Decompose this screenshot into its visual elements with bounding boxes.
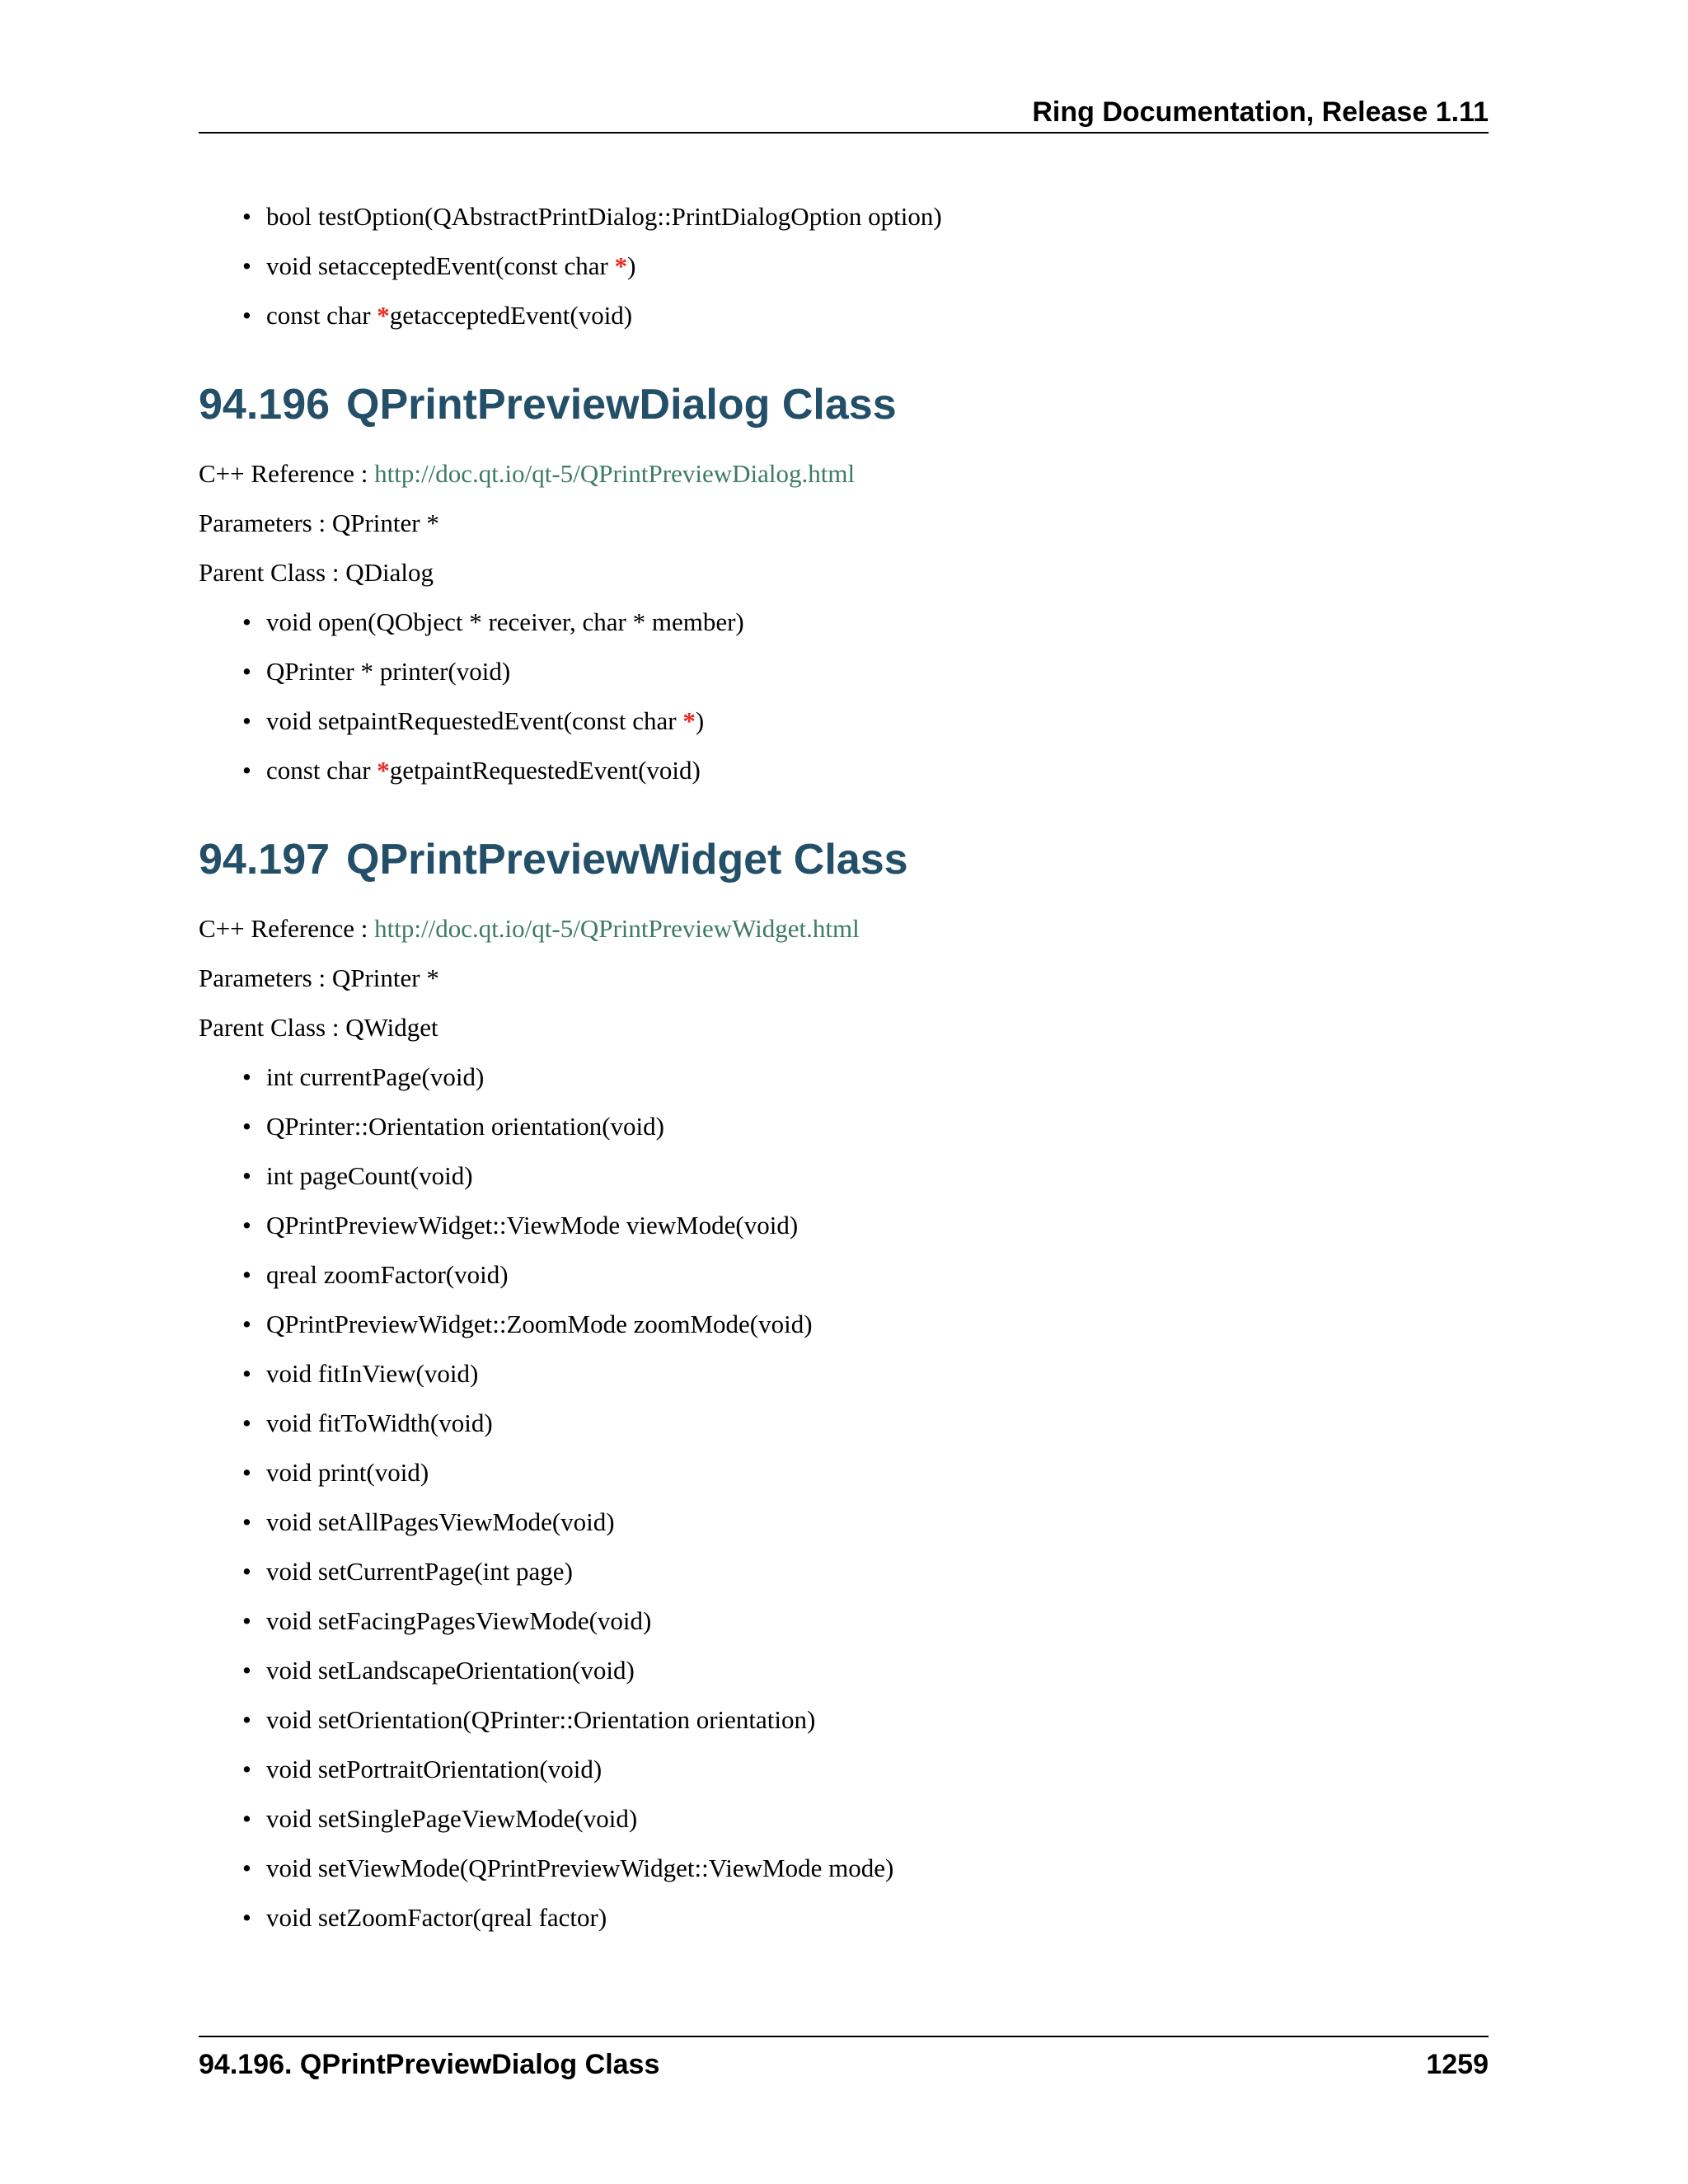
class-section: [199, 340, 1489, 795]
page-content: [199, 192, 1489, 1943]
list-item: [266, 241, 1489, 291]
list-item: [266, 598, 1489, 647]
list-item: [266, 1547, 1489, 1596]
method-signature-text: void setSinglePageViewMode(void): [266, 1804, 638, 1833]
method-signature-text: qreal zoomFactor(void): [266, 1260, 509, 1289]
list-item: [266, 696, 1489, 746]
parameters-line: Parameters : QPrinter *: [199, 963, 439, 992]
method-signature-text: void setacceptedEvent(const char: [266, 251, 615, 280]
method-signature-text: const char: [266, 301, 377, 330]
document-title: Ring Documentation, Release 1.11: [1032, 96, 1489, 128]
list-item: [266, 1052, 1489, 1102]
cpp-reference: [199, 449, 1489, 499]
list-item: [266, 1893, 1489, 1943]
list-item: [266, 1250, 1489, 1300]
section-heading: [199, 835, 1489, 884]
list-item: [266, 1745, 1489, 1794]
method-signature-text: void setFacingPagesViewMode(void): [266, 1606, 652, 1635]
reference-label: C++ Reference :: [199, 459, 375, 488]
parent-class-line: Parent Class : QWidget: [199, 1013, 438, 1042]
method-list: [199, 1052, 1489, 1943]
parameters-line: Parameters : QPrinter *: [199, 509, 439, 537]
method-signature-text: const char: [266, 756, 377, 785]
cpp-reference: [199, 904, 1489, 954]
page-number: 1259: [1426, 2049, 1489, 2080]
page-header: [199, 92, 1489, 134]
list-item: [266, 192, 1489, 241]
reference-link[interactable]: http://doc.qt.io/qt-5/QPrintPreviewWidget.html: [374, 914, 860, 943]
method-signature-text: void print(void): [266, 1458, 429, 1487]
method-signature-text: ): [695, 706, 705, 735]
method-signature-text: getacceptedEvent(void): [389, 301, 633, 330]
method-signature-text: void setViewMode(QPrintPreviewWidget::ViewMode mode): [266, 1854, 894, 1882]
section-number: 94.196: [199, 381, 331, 429]
section-heading: [199, 380, 1489, 429]
method-signature-text: void fitToWidth(void): [266, 1408, 493, 1437]
method-signature-text: QPrinter::Orientation orientation(void): [266, 1112, 664, 1141]
page-footer: [199, 2036, 1489, 2081]
class-section: [199, 795, 1489, 1943]
method-signature-text: void open(QObject * receiver, char * member): [266, 607, 744, 636]
list-item: [266, 1448, 1489, 1497]
method-signature-text: void fitInView(void): [266, 1359, 479, 1388]
method-signature-text: void setLandscapeOrientation(void): [266, 1656, 635, 1685]
pointer-asterisk: *: [614, 251, 628, 280]
method-list: [199, 192, 1489, 340]
reference-link[interactable]: http://doc.qt.io/qt-5/QPrintPreviewDialog.html: [374, 459, 856, 488]
list-item: [266, 1399, 1489, 1448]
list-item: [266, 1300, 1489, 1349]
method-signature-text: QPrintPreviewWidget::ViewMode viewMode(void): [266, 1211, 799, 1240]
list-item: [266, 1695, 1489, 1745]
method-signature-text: void setPortraitOrientation(void): [266, 1755, 603, 1783]
method-signature-text: void setCurrentPage(int page): [266, 1557, 573, 1586]
section-title: QPrintPreviewDialog Class: [346, 381, 897, 429]
method-signature-text: void setOrientation(QPrinter::Orientation orientation): [266, 1705, 816, 1734]
method-list: [199, 598, 1489, 795]
parent-class-line: Parent Class : QDialog: [199, 558, 434, 587]
list-item: [266, 647, 1489, 696]
list-item: [266, 1349, 1489, 1399]
method-signature-text: getpaintRequestedEvent(void): [389, 756, 701, 785]
pointer-asterisk: *: [377, 756, 390, 785]
list-item: [266, 1646, 1489, 1695]
list-item: [266, 1844, 1489, 1893]
method-signature-text: void setZoomFactor(qreal factor): [266, 1903, 607, 1932]
method-signature-text: void setAllPagesViewMode(void): [266, 1507, 615, 1536]
list-item: [266, 1794, 1489, 1844]
list-item: [266, 1201, 1489, 1250]
list-item: [266, 1102, 1489, 1151]
reference-label: C++ Reference :: [199, 914, 375, 943]
sections: [199, 340, 1489, 1943]
pointer-asterisk: *: [682, 706, 696, 735]
section-number: 94.197: [199, 836, 331, 883]
method-signature-text: QPrinter * printer(void): [266, 657, 511, 686]
method-signature-text: bool testOption(QAbstractPrintDialog::PrintDialogOption option): [266, 202, 942, 231]
method-signature-text: ): [627, 251, 636, 280]
method-signature-text: int currentPage(void): [266, 1062, 485, 1091]
footer-section-title: 94.196. QPrintPreviewDialog Class: [199, 2049, 660, 2080]
list-item: [266, 1151, 1489, 1201]
list-item: [266, 291, 1489, 340]
list-item: [266, 746, 1489, 795]
pointer-asterisk: *: [377, 301, 390, 330]
method-signature-text: void setpaintRequestedEvent(const char: [266, 706, 683, 735]
list-item: [266, 1497, 1489, 1547]
method-signature-text: QPrintPreviewWidget::ZoomMode zoomMode(void): [266, 1310, 813, 1338]
method-signature-text: int pageCount(void): [266, 1161, 473, 1190]
list-item: [266, 1596, 1489, 1646]
section-title: QPrintPreviewWidget Class: [346, 836, 908, 883]
